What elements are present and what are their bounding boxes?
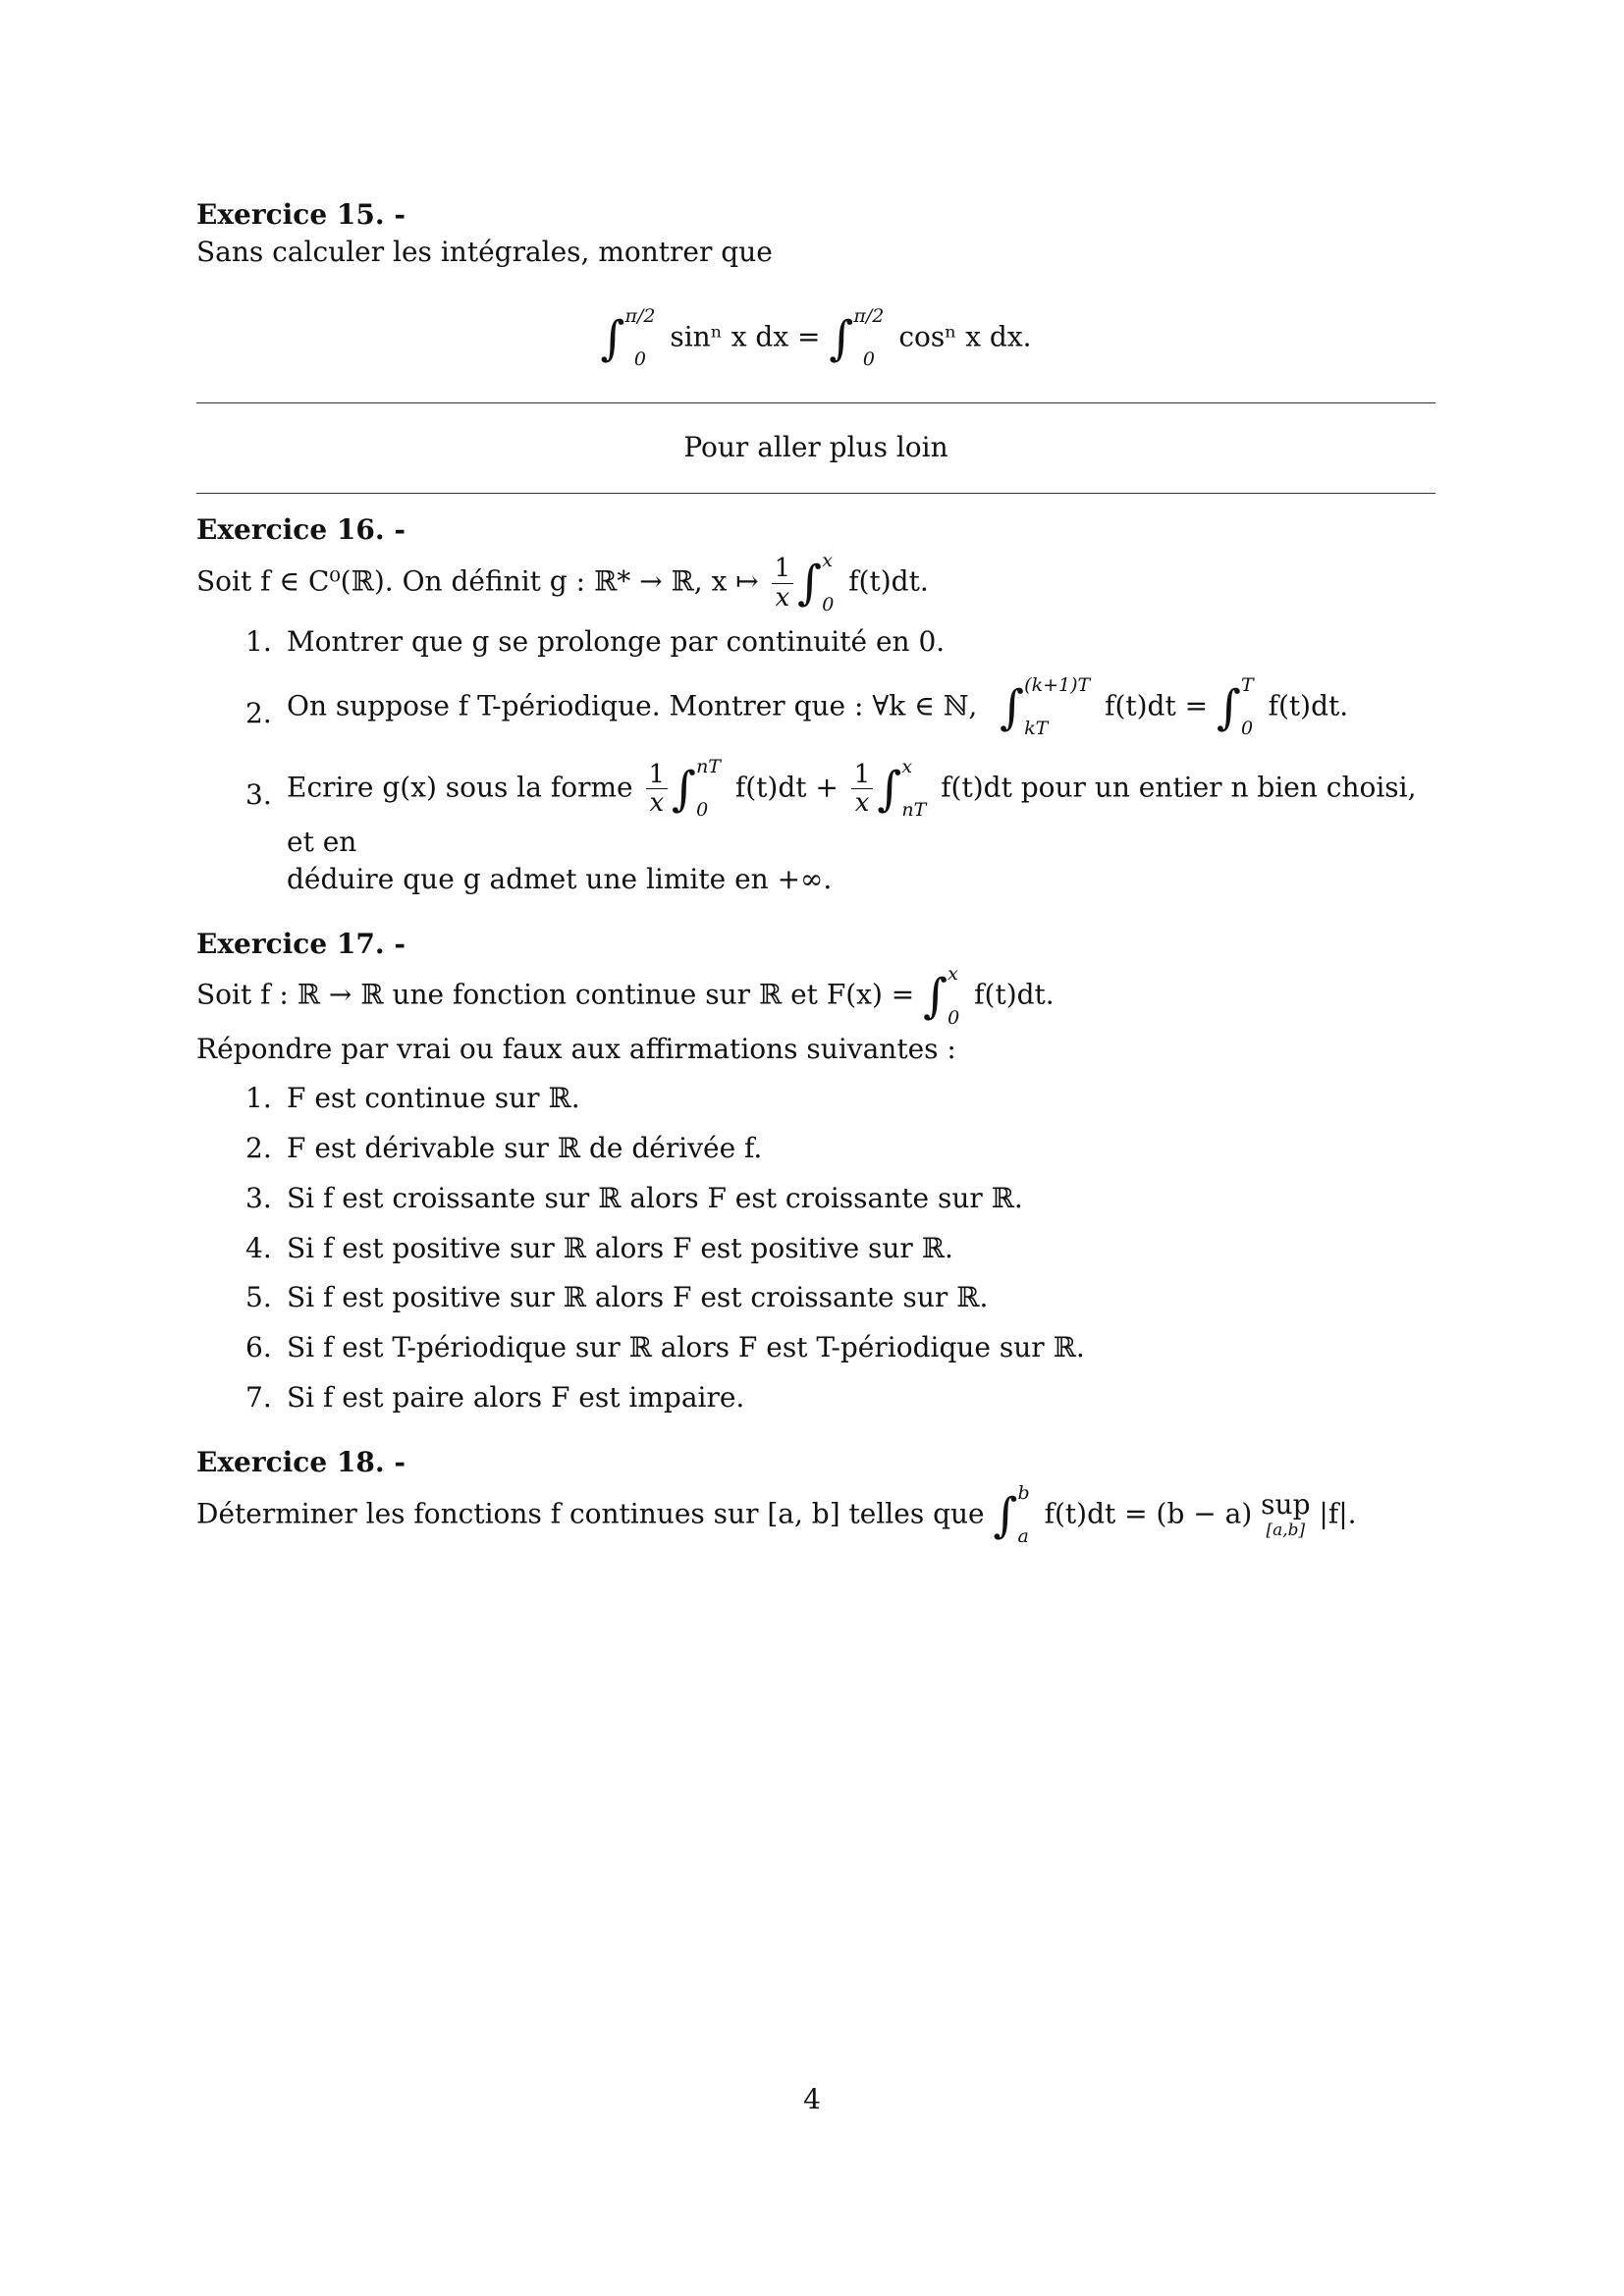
intro-text: Soit f : ℝ → ℝ une fonction continue sur ℝ et F(x) = (196, 978, 915, 1011)
denominator: x (775, 582, 790, 613)
denominator: x (649, 788, 665, 819)
lower-bound: 0 (822, 593, 835, 615)
page-content (196, 196, 1435, 1577)
item-number: 3. (245, 777, 272, 811)
integral-sign: ∫ (829, 310, 854, 366)
exercise-18-title: Exercice 18. - (196, 1445, 406, 1478)
item-number: 5. (245, 1281, 272, 1314)
numerator: 1 (772, 555, 794, 584)
page-number: 4 (803, 2083, 821, 2115)
exercise-16-statement (196, 549, 1435, 617)
abs-f: |f|. (1319, 1497, 1357, 1530)
upper-bound: x (901, 755, 913, 777)
upper-bound: T (1241, 673, 1254, 696)
upper-bound: (k+1)T (1024, 673, 1091, 696)
item-number: 2. (245, 1131, 272, 1164)
list-item (245, 1379, 1435, 1416)
exercise-17-instruction: Répondre par vrai ou faux aux affirmations suivantes : (196, 1033, 956, 1066)
item-end: f(t)dt. (1268, 689, 1349, 722)
upper-bound: π/2 (624, 304, 656, 327)
item-text: Si f est positive sur ℝ alors F est positive sur ℝ. (287, 1231, 953, 1264)
list-item (245, 1080, 1435, 1117)
item-text: Si f est positive sur ℝ alors F est croissante sur ℝ. (287, 1281, 989, 1314)
exercise-15-statement: Sans calculer les intégrales, montrer que (196, 235, 773, 268)
item-text-a: On suppose f T-périodique. Montrer que : ∀k ∈ ℕ, (287, 689, 978, 722)
intro-text: Soit f ∈ C⁰(ℝ). On définit g : ℝ* → ℝ, x ↦ (196, 564, 759, 598)
item-number: 6. (245, 1331, 272, 1364)
sup-label: sup (1261, 1488, 1311, 1522)
item-text (287, 755, 1435, 898)
list-item (245, 755, 1435, 898)
item-text: Si f est paire alors F est impaire. (287, 1380, 745, 1414)
item-number: 1. (245, 1082, 272, 1115)
fraction (851, 761, 874, 818)
item-text-a: Ecrire g(x) sous la forme (287, 771, 633, 804)
integral-sign: ∫ (672, 761, 697, 817)
list-item (245, 1130, 1435, 1167)
upper-bound: b (1017, 1481, 1030, 1504)
item-number: 2. (245, 696, 272, 729)
item-text: Si f est T-périodique sur ℝ alors F est T-périodique sur ℝ. (287, 1331, 1085, 1364)
exercise-16-list (196, 623, 1435, 897)
integral-sign: ∫ (1000, 679, 1025, 735)
lower-bound: 0 (947, 1006, 960, 1029)
divider-bottom (196, 493, 1435, 494)
upper-bound: π/2 (853, 304, 885, 327)
lower-bound: a (1017, 1524, 1029, 1547)
item-number: 4. (245, 1231, 272, 1264)
integral-sign: ∫ (993, 1487, 1018, 1543)
sup-subscript: [a,b] (1266, 1521, 1306, 1541)
intro-text: Déterminer les fonctions f continues sur [a, b] telles que (196, 1497, 985, 1530)
integrand: f(t)dt = (b − a) (1044, 1497, 1253, 1530)
exercise-17-statement (196, 962, 1435, 1031)
numerator: 1 (851, 761, 874, 790)
cos-expression: cosⁿ x dx. (898, 320, 1032, 353)
lower-bound: nT (901, 799, 927, 822)
integral-sign: ∫ (923, 969, 948, 1025)
fraction (772, 555, 794, 612)
fraction (646, 761, 669, 818)
exercise-18 (196, 1444, 1435, 1550)
upper-bound: x (947, 963, 958, 986)
lower-bound: 0 (862, 347, 875, 370)
item-text: Si f est croissante sur ℝ alors F est croissante sur ℝ. (287, 1181, 1023, 1214)
numerator: 1 (646, 761, 669, 790)
integrand: f(t)dt. (974, 978, 1055, 1011)
item-text (287, 673, 1435, 742)
sin-expression: sinⁿ x dx = (670, 320, 821, 353)
lower-bound: 0 (696, 799, 709, 822)
exercise-16 (196, 511, 1435, 897)
sup-operator (1261, 1488, 1311, 1541)
denominator: x (854, 788, 870, 819)
section-title: Pour aller plus loin (683, 430, 948, 463)
item-number: 3. (245, 1181, 272, 1214)
upper-bound: x (822, 550, 833, 572)
item-text-c: déduire que g admet une limite en +∞. (287, 862, 833, 895)
divider-top (196, 402, 1435, 403)
exercise-18-statement (196, 1481, 1435, 1550)
list-item (245, 1180, 1435, 1217)
item-text: F est continue sur ℝ. (287, 1082, 580, 1115)
list-item (245, 1230, 1435, 1267)
item-number: 7. (245, 1380, 272, 1414)
item-number: 1. (245, 625, 272, 659)
item-mid: f(t)dt + (734, 771, 839, 804)
item-text: F est dérivable sur ℝ de dérivée f. (287, 1131, 763, 1164)
list-item (245, 1279, 1435, 1316)
exercise-15 (196, 196, 1435, 373)
integral-sign: ∫ (1217, 679, 1242, 735)
item-text-b: f(t)dt pour un entier n bien choisi, et en (287, 771, 1417, 858)
item-mid: f(t)dt = (1105, 689, 1209, 722)
list-item (245, 673, 1435, 742)
lower-bound: kT (1024, 718, 1049, 740)
exercise-17-list (196, 1080, 1435, 1416)
integral-sign: ∫ (877, 761, 902, 817)
upper-bound: nT (696, 755, 721, 777)
lower-bound: 0 (1241, 718, 1254, 740)
list-item (245, 623, 1435, 661)
lower-bound: 0 (633, 347, 646, 370)
integrand: f(t)dt. (848, 564, 929, 598)
exercise-15-equation (196, 304, 1435, 373)
exercise-16-title: Exercice 16. - (196, 513, 406, 547)
integral-sign: ∫ (600, 310, 625, 366)
item-text: Montrer que g se prolonge par continuité en 0. (287, 625, 946, 659)
exercise-17 (196, 926, 1435, 1416)
integral-sign: ∫ (797, 556, 823, 612)
exercise-15-title: Exercice 15. - (196, 198, 406, 231)
list-item (245, 1329, 1435, 1366)
exercise-17-title: Exercice 17. - (196, 927, 406, 960)
